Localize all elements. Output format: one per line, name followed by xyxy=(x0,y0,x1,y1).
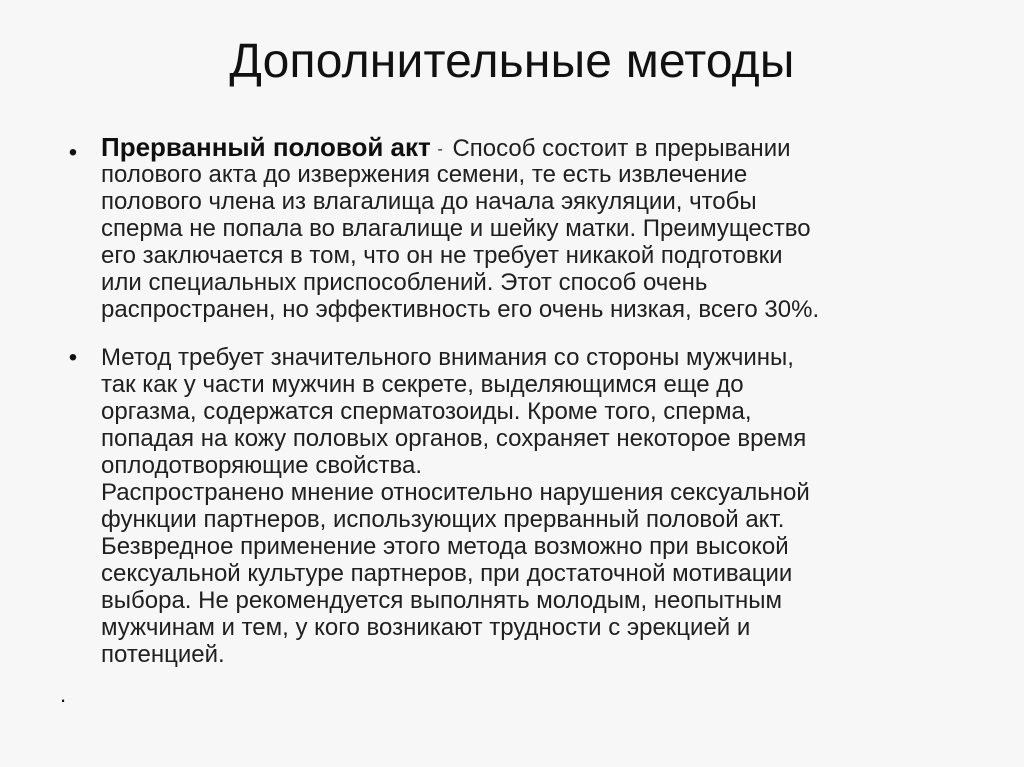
text-line: Распространено мнение относительно нарушения сексуальной xyxy=(101,479,810,506)
method-heading: Прерванный половой акт xyxy=(101,132,431,162)
bullet-dot-icon: • xyxy=(68,139,78,166)
text-line: попадая на кожу половых органов, сохраняет некоторое время xyxy=(101,425,807,452)
text-line: мужчинам и тем, у кого возникают трудности с эрекцией и xyxy=(101,614,751,641)
text-line: так как у части мужчин в секрете, выделяющимся еще до xyxy=(101,371,744,398)
text-line: полового члена из влагалища до начала эякуляции, чтобы xyxy=(101,188,757,215)
heading-dash: - xyxy=(437,141,443,158)
bullet-dot-icon: • xyxy=(68,344,78,371)
slide-title: Дополнительные методы xyxy=(229,35,795,88)
text-line: или специальных приспособлений. Этот способ очень xyxy=(101,269,708,296)
text-line: выбора. Не рекомендуется выполнять молодым, неопытным xyxy=(101,587,782,614)
text-line: сперма не попала во влагалище и шейку матки. Преимущество xyxy=(101,215,811,242)
text-line: потенцией. xyxy=(101,641,225,668)
text-line: Способ состоит в прерывании xyxy=(452,135,791,162)
text-line: полового акта до извержения семени, те есть извлечение xyxy=(101,161,748,188)
trailing-dot: . xyxy=(60,682,67,707)
text-line: функции партнеров, использующих прерванный половой акт. xyxy=(101,506,785,533)
text-line: оргазма, содержатся сперматозоиды. Кроме того, сперма, xyxy=(101,398,752,425)
text-line: оплодотворяющие свойства. xyxy=(101,452,423,479)
text-line: Метод требует значительного внимания со стороны мужчины, xyxy=(101,344,794,371)
bullet-text xyxy=(101,134,981,323)
bullet-text xyxy=(101,344,981,668)
bullet-first-line xyxy=(101,134,981,161)
text-line: его заключается в том, что он не требует никакой подготовки xyxy=(101,242,783,269)
text-line: распространен, но эффективность его очень низкая, всего 30%. xyxy=(101,296,820,323)
text-line: Безвредное применение этого метода возможно при высокой xyxy=(101,533,789,560)
text-line: сексуальной культуре партнеров, при достаточной мотивации xyxy=(101,560,793,587)
